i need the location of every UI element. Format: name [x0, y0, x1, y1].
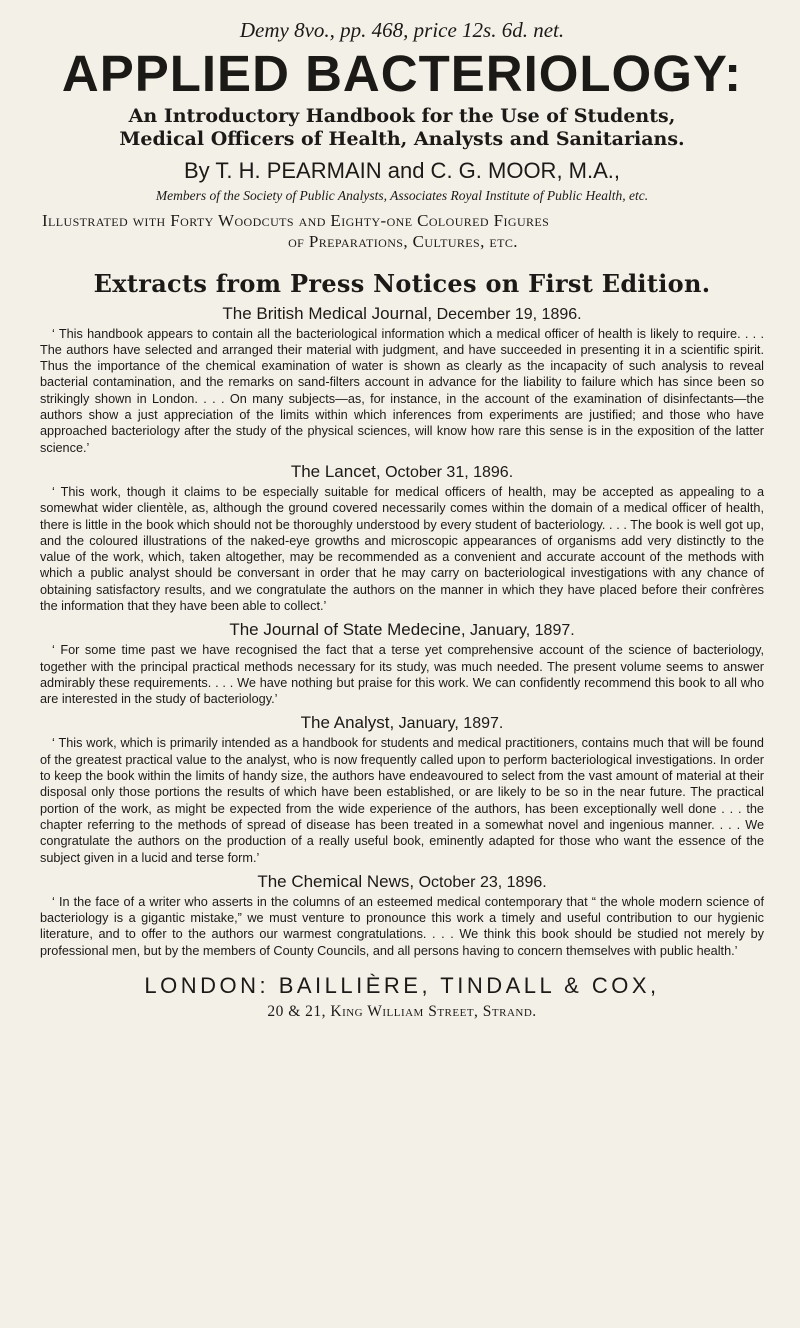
review-chemical-news — [40, 872, 764, 959]
review-quote: ‘ This handbook appears to contain all the bacteriological information which a medical officer of health is likely to require. . . . The authors have selected and arranged their material with judgment, and have succeeded in presenting it in a scientific spirit. Thus the importance of the chemical examination of water is shown as clearly as the incapacity of such analysis to reveal bacterial contamination, and the remarks on sand-filters account in advance for the liability to failure which has since been so strikingly shown in London. . . . On many subjects—as, for instance, in the account of the examination of disinfectants—the authors show a just appreciation of the limits within which inferences from experiments are justified; and those who have approached bacteriology after the study of the physical sciences, will know how rare this sense is in the exposition of the latter science.’ — [40, 326, 764, 455]
illustrations-note — [40, 210, 764, 253]
review-source — [40, 620, 764, 640]
publisher-address: 20 & 21, King William Street, Strand. — [267, 1003, 537, 1021]
review-quote: ‘ This work, which is primarily intended as a handbook for students and medical practitioners, contains much that will be found of the greatest practical value to the analyst, who is now frequently called upon to perform bacteriological investigations. In order to keep the book within the limits of handy size, the authors have endeavoured to select from the vast amount of material at their disposal only those portions the results of which have been established, or are likely to be so in the near future. The practical portion of the work, as might be expected from the wide experience of the authors, has been exceptionally well done . . . the chapter referring to the methods of spread of disease has been treated in a somewhat novel and ingenious manner. . . . We congratulate the authors on the production of a really useful book, eminently adapted for those who want the essence of the subject given in a lucid and terse form.’ — [40, 736, 764, 865]
review-quote: ‘ This work, though it claims to be especially suitable for medical officers of health, may be accepted as appealing to a somewhat wider clientèle, as, although the ground covered necessarily comes within the domain of a medical officer of health, there is little in the book which should not be thoroughly understood by every student of bacteriology. . . . The book is well got up, and the coloured illustrations of the naked-eye growths and microscopic appearances of organisms add very distinctly to the value of the work, which, taken altogether, may be recommended as a convenient and accurate account of the methods with which a public analyst should be conversant in order that he may carry on bacteriological investigations with any chance of obtaining satisfactory results, and we congratulate the authors on the manner in which they have placed before their confrères the information that they have been able to collect.’ — [40, 484, 764, 613]
authors-line: By T. H. PEARMAIN and C. G. MOOR, M.A., — [183, 158, 620, 184]
review-lancet — [40, 462, 764, 614]
illustrations-note-line1: Illustrated with Forty Woodcuts and Eighty-one Coloured Figures — [42, 211, 550, 231]
publisher-name: LONDON: BAILLIÈRE, TINDALL & COX, — [144, 973, 660, 999]
review-source — [40, 304, 764, 324]
review-quote: ‘ In the face of a writer who asserts in the columns of an esteemed medical contemporary that “ the whole modern science of bacteriology is a gigantic mistake,” we must venture to pronounce this work a timely and useful contribution to our hygienic literature, and to offer to the authors our warmest congratulations. . . . We think this book should be studied not merely by professional men, but by the members of County Councils, and all persons having to concern themselves with public health.’ — [40, 894, 764, 958]
review-source-name: The Analyst, — [300, 713, 395, 733]
review-source — [40, 713, 764, 733]
extracts-heading: Extracts from Press Notices on First Edition. — [93, 268, 711, 298]
review-bmj — [40, 304, 764, 456]
authors-memberships: Members of the Society of Public Analysts, Associates Royal Institute of Public Health, etc. — [155, 188, 649, 204]
review-date: January, 1897. — [398, 715, 504, 733]
review-date: October 31, 1896. — [385, 463, 514, 481]
review-date: January, 1897. — [470, 622, 575, 640]
review-source — [40, 872, 764, 892]
review-source-name: The Chemical News, — [257, 871, 415, 891]
book-title: APPLIED BACTERIOLOGY: — [61, 45, 743, 102]
publisher-footer — [40, 973, 764, 1021]
book-subtitle: An Introductory Handbook for the Use of Students, Medical Officers of Health, Analysts and Sanitarians. — [119, 104, 685, 151]
publication-info: Demy 8vo., pp. 468, price 12s. 6d. net. — [239, 18, 565, 42]
review-source — [40, 462, 764, 482]
review-source-name: The British Medical Journal, — [222, 303, 433, 323]
review-source-name: The Lancet, — [290, 461, 381, 481]
illustrations-note-line2: of Preparations, Cultures, etc. — [288, 232, 518, 252]
review-source-name: The Journal of State Medecine, — [229, 620, 466, 640]
review-journal-state-medecine — [40, 620, 764, 707]
review-quote: ‘ For some time past we have recognised the fact that a terse yet comprehensive account of the science of bacteriology, together with the principal practical methods necessary for its study, was much needed. The present volume seems to answer admirably these requirements. . . . We have nothing but praise for this work. We can confidently recommend this book to all who are interested in the study of bacteriology.’ — [40, 643, 764, 707]
review-analyst — [40, 713, 764, 865]
review-date: December 19, 1896. — [436, 305, 582, 323]
review-date: October 23, 1896. — [418, 873, 547, 891]
